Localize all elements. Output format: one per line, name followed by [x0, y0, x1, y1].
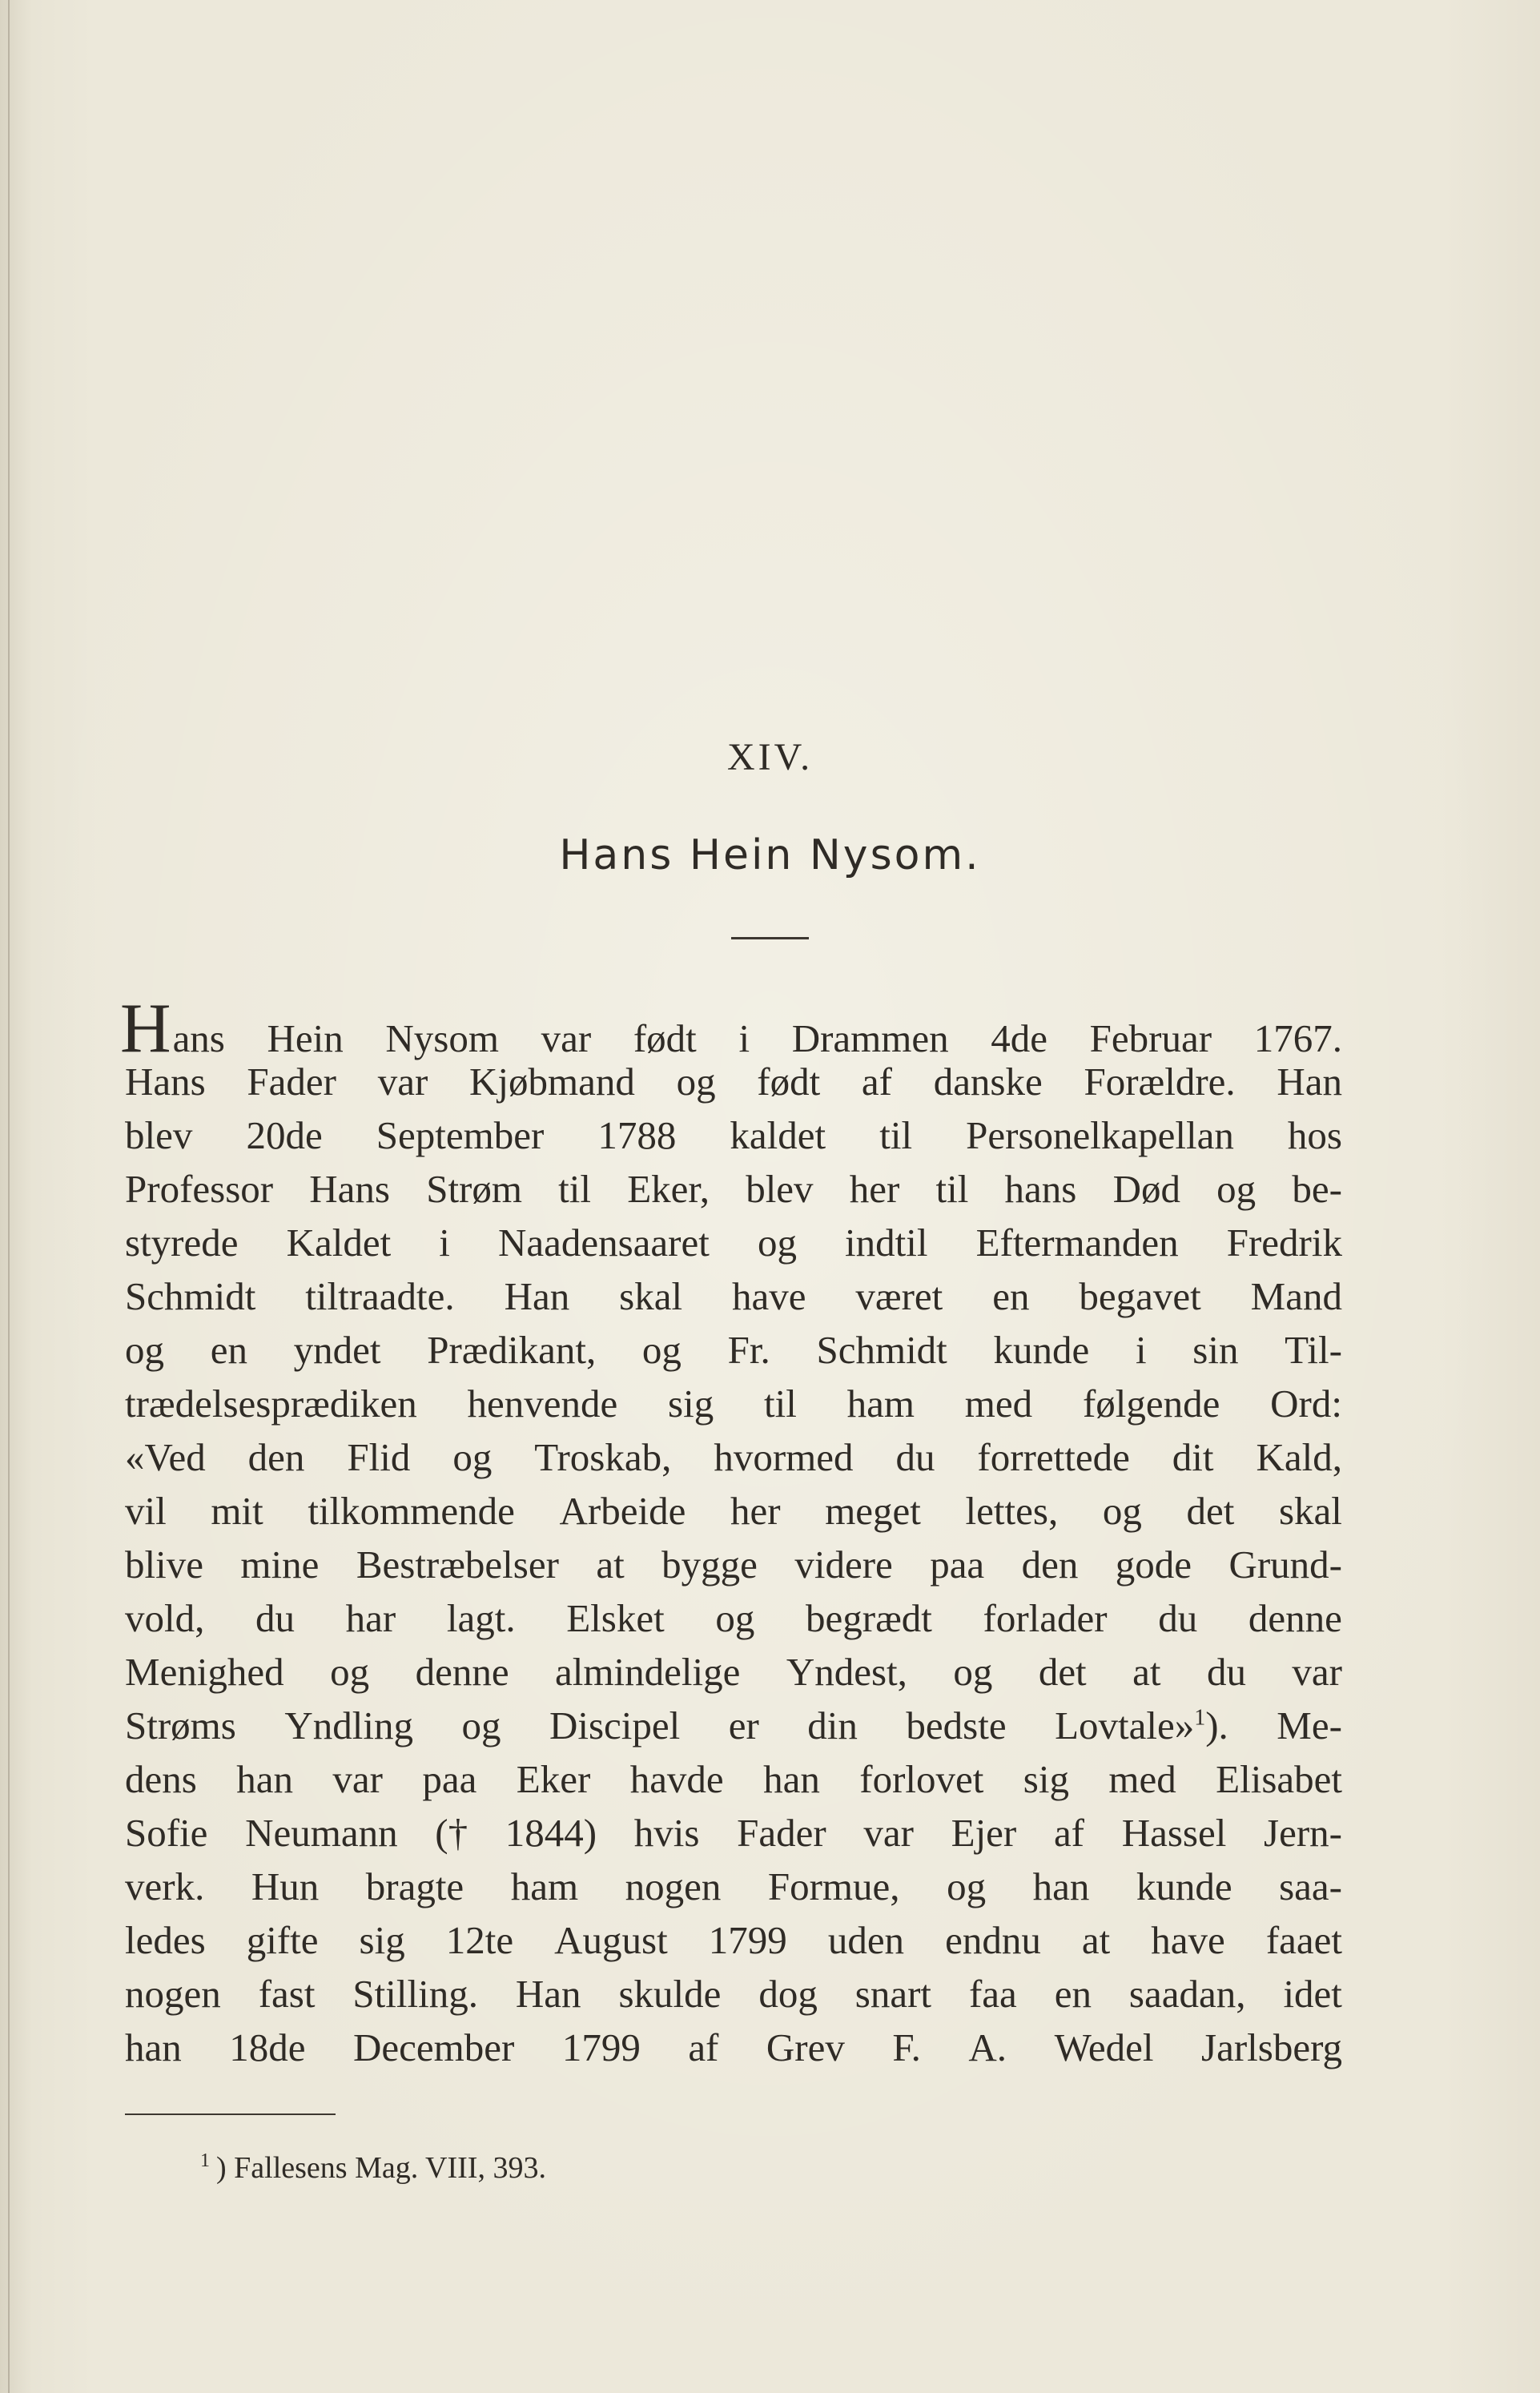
word: og — [461, 1703, 501, 1747]
word: Personelkapellan — [966, 1113, 1234, 1157]
word: tilkommende — [308, 1489, 515, 1533]
word: Jarlsberg — [1201, 2025, 1342, 2069]
word: Februar — [1089, 1016, 1212, 1060]
word: Han — [515, 1972, 581, 2016]
word: kaldet — [730, 1113, 826, 1157]
word: til — [935, 1167, 969, 1211]
word: Hun — [251, 1864, 320, 1908]
word: verk. — [125, 1864, 205, 1908]
word: ans — [172, 1016, 225, 1060]
word: lagt. — [446, 1596, 516, 1640]
word: Naadensaaret — [497, 1221, 710, 1265]
word: Ord: — [1270, 1382, 1342, 1426]
word: var — [332, 1757, 383, 1801]
word: forlader — [983, 1596, 1108, 1640]
word: sig — [668, 1382, 714, 1426]
word: var — [541, 1016, 592, 1060]
word: henvende — [467, 1382, 618, 1426]
word: Død — [1112, 1167, 1180, 1211]
word: fast — [258, 1972, 316, 2016]
word: Schmidt — [816, 1328, 947, 1372]
word: 18de — [229, 2025, 306, 2069]
word: vil — [125, 1489, 167, 1533]
word: styrede — [125, 1221, 239, 1265]
word: og — [953, 1650, 993, 1694]
word: paa — [930, 1542, 985, 1587]
word: i — [439, 1221, 450, 1265]
word: Han — [1277, 1060, 1342, 1104]
word: hvormed — [714, 1435, 854, 1479]
word: du — [1206, 1650, 1246, 1694]
word: født — [757, 1060, 821, 1104]
word: du — [895, 1435, 935, 1479]
word: Drammen — [791, 1016, 949, 1060]
word: August — [554, 1918, 668, 1962]
word: at — [1132, 1650, 1161, 1694]
word: en — [210, 1328, 247, 1372]
word: Arbeide — [559, 1489, 686, 1533]
word: og — [947, 1864, 987, 1908]
word: Menighed — [125, 1650, 284, 1694]
word: Eftermanden — [975, 1221, 1179, 1265]
word: 1767. — [1253, 1016, 1342, 1060]
word: en — [992, 1274, 1030, 1318]
word: han — [1032, 1864, 1090, 1908]
word: idet — [1283, 1972, 1342, 2016]
word: 1799 — [708, 1918, 787, 1962]
word: denne — [415, 1650, 509, 1694]
word: uden — [827, 1918, 905, 1962]
word: har — [345, 1596, 396, 1640]
word: det — [1186, 1489, 1235, 1533]
word: Strøm — [426, 1167, 522, 1211]
word: Formue, — [767, 1864, 900, 1908]
word: det — [1038, 1650, 1087, 1694]
word: Yndling — [284, 1703, 413, 1747]
word: «Ved — [125, 1435, 206, 1479]
word: Eker — [516, 1757, 591, 1801]
word: endnu — [945, 1918, 1041, 1962]
word: 12te — [445, 1918, 514, 1962]
word: Forældre. — [1084, 1060, 1236, 1104]
word: Stilling. — [352, 1972, 478, 2016]
word: have — [1151, 1918, 1225, 1962]
word: Schmidt — [125, 1274, 256, 1318]
word: nogen — [125, 1972, 221, 2016]
word: skal — [619, 1274, 683, 1318]
word: Troskab, — [534, 1435, 672, 1479]
drop-cap: H — [120, 990, 171, 1068]
text-line — [125, 1220, 1342, 1273]
word: af — [688, 2025, 719, 2069]
text-line — [125, 1864, 1342, 1917]
word: her — [849, 1167, 900, 1211]
word: lettes, — [965, 1489, 1059, 1533]
word: skulde — [618, 1972, 722, 2016]
word: var — [863, 1811, 914, 1855]
word: Elsket — [566, 1596, 665, 1640]
word: tiltraadte. — [305, 1274, 455, 1318]
word: December — [353, 2025, 515, 2069]
word: og — [676, 1060, 716, 1104]
word: sig — [1023, 1757, 1069, 1801]
word: og — [1216, 1167, 1257, 1211]
word: Hans — [125, 1060, 206, 1104]
word: Fader — [737, 1811, 826, 1855]
word: kunde — [1136, 1864, 1232, 1908]
word: gode — [1115, 1542, 1192, 1587]
word: Wedel — [1054, 2025, 1154, 2069]
word: ham — [846, 1382, 915, 1426]
word: Lovtale»$^1$). — [1055, 1703, 1228, 1747]
footnote-reference-tail: ). — [1205, 1703, 1228, 1747]
word: og — [1102, 1489, 1142, 1533]
word: Nysom — [385, 1016, 499, 1060]
text-line — [125, 1917, 1342, 1971]
word: af — [861, 1060, 892, 1104]
text-line — [125, 1327, 1342, 1381]
word: du — [255, 1596, 296, 1640]
text-line — [125, 1810, 1342, 1864]
word: blive — [125, 1542, 203, 1587]
word: blev — [746, 1167, 814, 1211]
word: 1799 — [561, 2025, 641, 2069]
text-line — [120, 990, 1342, 1068]
word: bragte — [365, 1864, 464, 1908]
word: at — [596, 1542, 625, 1587]
word: Eker, — [627, 1167, 710, 1211]
word: kunde — [993, 1328, 1090, 1372]
text-line — [125, 1971, 1342, 2025]
word: er — [728, 1703, 759, 1747]
word: sig — [359, 1918, 405, 1962]
first-line-rest — [173, 1016, 1342, 1061]
word: i — [1135, 1328, 1147, 1372]
word: Elisabet — [1216, 1757, 1342, 1801]
word: trædelsesprædiken — [125, 1382, 417, 1426]
word: hos — [1287, 1113, 1342, 1157]
binding-edge — [8, 0, 10, 2393]
text-line — [125, 1649, 1342, 1703]
word: og — [641, 1328, 682, 1372]
text-line — [125, 1273, 1342, 1327]
word: den — [247, 1435, 305, 1479]
text-line — [125, 1112, 1342, 1166]
word: begavet — [1079, 1274, 1201, 1318]
word: paa — [422, 1757, 477, 1801]
word: havde — [629, 1757, 724, 1801]
word: bygge — [661, 1542, 758, 1587]
word: din — [807, 1703, 858, 1747]
footnote-mark: 1 — [200, 2150, 210, 2172]
word: forlovet — [859, 1757, 984, 1801]
word: med — [1108, 1757, 1176, 1801]
word: meget — [825, 1489, 921, 1533]
word: dit — [1172, 1435, 1214, 1479]
word: 1844) — [505, 1811, 597, 1855]
word: ledes — [125, 1918, 206, 1962]
word: han — [125, 2025, 182, 2069]
text-line — [125, 1381, 1342, 1434]
chapter-title: Hans Hein Nysom. — [559, 831, 981, 879]
word: vold, — [125, 1596, 205, 1640]
word: yndet — [293, 1328, 381, 1372]
word: faaet — [1265, 1918, 1342, 1962]
word: han — [763, 1757, 820, 1801]
word: og — [757, 1221, 797, 1265]
word: dens — [125, 1757, 197, 1801]
word: gifte — [246, 1918, 319, 1962]
word: Kaldet — [286, 1221, 392, 1265]
title-divider — [731, 937, 809, 939]
word: A. — [968, 2025, 1007, 2069]
word: Flid — [347, 1435, 411, 1479]
word: den — [1021, 1542, 1079, 1587]
word: Fredrik — [1226, 1221, 1342, 1265]
word: bedste — [906, 1703, 1007, 1747]
word: Me- — [1277, 1703, 1342, 1747]
word: og — [452, 1435, 493, 1479]
footnote — [200, 2150, 546, 2186]
word: F. — [892, 2025, 921, 2069]
word: († — [435, 1811, 468, 1855]
word: Bestræbelser — [356, 1542, 559, 1587]
word: Til- — [1285, 1328, 1342, 1372]
word: Yndest, — [786, 1650, 907, 1694]
word: været — [855, 1274, 943, 1318]
word: danske — [933, 1060, 1043, 1104]
word: faa — [968, 1972, 1017, 2016]
word: Kjøbmand — [468, 1060, 635, 1104]
text-line — [125, 1488, 1342, 1542]
word: han — [236, 1757, 293, 1801]
word: Strøms — [125, 1703, 236, 1747]
word: var — [377, 1060, 428, 1104]
text-line — [125, 1542, 1342, 1595]
word: Jern- — [1264, 1811, 1342, 1855]
word: be- — [1292, 1167, 1342, 1211]
word: ham — [510, 1864, 579, 1908]
word: til — [558, 1167, 592, 1211]
text-line — [125, 1166, 1342, 1220]
word: følgende — [1082, 1382, 1220, 1426]
word: i — [738, 1016, 750, 1060]
word: 20de — [246, 1113, 323, 1157]
word: hvis — [633, 1811, 700, 1855]
word: dog — [758, 1972, 818, 2016]
word: Hein — [267, 1016, 344, 1060]
word: Ejer — [951, 1811, 1017, 1855]
word: hans — [1004, 1167, 1077, 1211]
word: at — [1081, 1918, 1111, 1962]
word: saa- — [1279, 1864, 1342, 1908]
word: Professor — [125, 1167, 274, 1211]
word: have — [732, 1274, 806, 1318]
word: begrædt — [806, 1596, 932, 1640]
word: her — [730, 1489, 781, 1533]
word: Grund- — [1228, 1542, 1342, 1587]
text-line — [125, 1434, 1342, 1488]
text-line — [125, 1756, 1342, 1810]
word: af — [1053, 1811, 1085, 1855]
word: forrettede — [977, 1435, 1130, 1479]
word: videre — [794, 1542, 893, 1587]
word: med — [964, 1382, 1033, 1426]
word: indtil — [845, 1221, 928, 1265]
word: Fr. — [727, 1328, 770, 1372]
word: skal — [1278, 1489, 1342, 1533]
word: Han — [504, 1274, 570, 1318]
word: til — [764, 1382, 797, 1426]
text-line — [125, 1703, 1342, 1756]
word: saadan, — [1128, 1972, 1246, 2016]
word: Hans — [309, 1167, 390, 1211]
word: Prædikant, — [427, 1328, 597, 1372]
word: var — [1292, 1650, 1342, 1694]
footnote-text: ) Fallesens Mag. VIII, 393. — [216, 2151, 546, 2185]
word: snart — [854, 1972, 932, 2016]
word: og — [330, 1650, 370, 1694]
body-text — [120, 990, 1342, 2078]
text-line — [125, 2025, 1342, 2078]
word: Kald, — [1256, 1435, 1342, 1479]
word: mit — [211, 1489, 263, 1533]
word: almindelige — [555, 1650, 741, 1694]
text-line — [125, 1595, 1342, 1649]
word: Mand — [1250, 1274, 1342, 1318]
word: og — [125, 1328, 164, 1372]
word: Sofie — [125, 1811, 208, 1855]
word: du — [1158, 1596, 1198, 1640]
word: Grev — [766, 2025, 845, 2069]
word: nogen — [625, 1864, 722, 1908]
word: blev — [125, 1113, 193, 1157]
word: sin — [1192, 1328, 1239, 1372]
word: Hassel — [1121, 1811, 1227, 1855]
chapter-number: XIV. — [726, 736, 814, 778]
word: 4de — [991, 1016, 1048, 1060]
footnote-reference[interactable]: 1 — [1194, 1705, 1206, 1731]
word: Fader — [247, 1060, 336, 1104]
word: født — [633, 1016, 697, 1060]
word: til — [879, 1113, 913, 1157]
text-line — [125, 1059, 1342, 1112]
word: mine — [240, 1542, 320, 1587]
word: September — [376, 1113, 545, 1157]
footnote-divider — [125, 2113, 336, 2115]
word: en — [1054, 1972, 1092, 2016]
word: denne — [1248, 1596, 1342, 1640]
word: Neumann — [245, 1811, 398, 1855]
word: og — [715, 1596, 755, 1640]
word: 1788 — [597, 1113, 677, 1157]
word: Discipel — [549, 1703, 681, 1747]
